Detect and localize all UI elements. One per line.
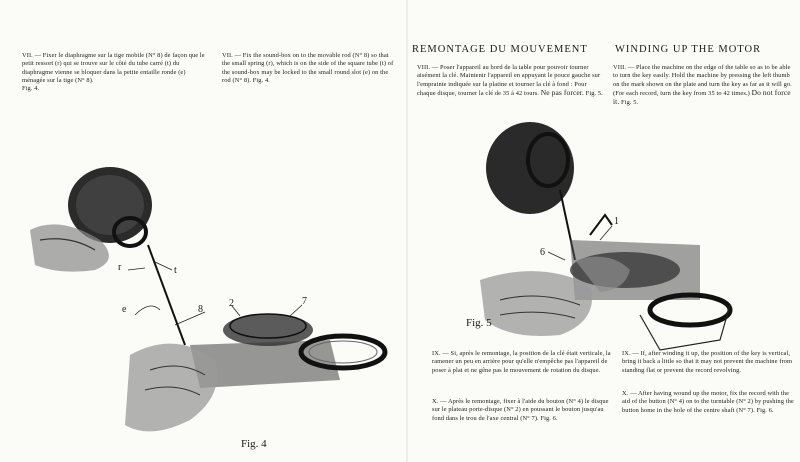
viii-en-text: Place the machine on the edge of the table so as to be able to turn the key easily. Hold the machine by pressing the left thumb on the mark shown on the plate and turn the key as far as it will go. (For each record, turn the key from 35 to 42 times.)	[613, 64, 792, 97]
x-en-num: X. —	[622, 390, 637, 397]
fig4-label-7: 7	[302, 296, 307, 307]
section-vii-fr	[22, 52, 207, 93]
section-x-fr	[432, 398, 612, 423]
viii-en-fig: Fig. 5.	[621, 99, 639, 107]
ix-en-num: IX. —	[622, 350, 639, 357]
viii-fr-emph: Ne pas forcer.	[540, 87, 584, 97]
viii-en-emph: Do not force it.	[613, 87, 791, 107]
section-ix-en	[622, 350, 794, 375]
vii-fr-text: Fixer le diaphragme sur la tige mobile (N° 8) de façon que le petit ressort (r) qui se trouve sur le côté du tube carré (t) du diaphragme vienne se bloquer dans la petite entaille ronde (e) ménagée sur la tige (N° 8).	[22, 52, 205, 84]
x-fr-fig: Fig. 6.	[540, 414, 558, 422]
section-ix-fr	[432, 350, 612, 375]
fig4-label-8: 8	[198, 304, 203, 315]
viii-en-num: VIII. —	[613, 64, 635, 71]
heading-winding: WINDING UP THE MOTOR	[615, 44, 762, 55]
section-viii-en	[613, 64, 793, 107]
vii-en-text: Fix the sound-box on to the movable rod (N° 8) so that the small spring (r), which is on the side of the square tube (t) of the sound-box may be locked to the small round slot (e) on the rod (N° 8).	[222, 52, 394, 84]
vii-en-fig: Fig. 4.	[252, 76, 270, 84]
section-viii-fr	[417, 64, 605, 98]
vii-fr-fig: Fig. 4.	[22, 85, 40, 93]
fig5-caption: Fig. 5	[466, 317, 492, 329]
fig5-label-1: 1	[614, 216, 619, 227]
x-fr-text: Après le remontage, fixer à l'aide du bouton (N° 4) le disque sur le plateau porte-disque (N° 2) en poussant le bouton jusqu'au fond dans le trou de l'axe central (N° 7).	[432, 398, 609, 422]
vii-en-num: VII. —	[222, 52, 242, 59]
fig4-label-2: 2	[229, 298, 234, 309]
viii-fr-num: VIII. —	[417, 64, 439, 71]
vii-fr-num: VII. —	[22, 52, 42, 59]
section-x-en	[622, 390, 794, 415]
fig5-label-6: 6	[540, 247, 545, 258]
x-fr-num: X. —	[432, 398, 447, 405]
fig4-caption: Fig. 4	[241, 438, 267, 450]
section-vii-en	[222, 52, 397, 85]
fig4-rod	[148, 245, 185, 345]
viii-fr-fig: Fig. 5.	[585, 89, 603, 97]
fig4-label-r: r	[118, 262, 122, 273]
fig5-illustration	[480, 122, 730, 350]
viii-fr-text: Poser l'appareil au bord de la table pour pouvoir tourner aisément la clé. Maintenir l'appareil en appuyant le pouce gauche sur l'emprainte indiquée sur la platine et tourner la clé à fond : Pour chaque disque, tourner la clé de 35 à 42 tours.	[417, 64, 601, 97]
fig4-label-e: e	[122, 304, 127, 315]
fig4-illustration	[30, 167, 385, 431]
heading-remontage: REMONTAGE DU MOUVEMENT	[412, 44, 588, 55]
fig5-winding-key	[590, 215, 612, 235]
x-en-text: After having wound up the motor, fix the record with the aid of the button (N° 4) on to the turntable (N° 2) by pushing the button home in the hole of the centre shaft (N° 7).	[622, 390, 794, 414]
ix-en-text: If, after winding it up, the position of the key is vertical, bring it back a little so that it may not prevent the machine from standing flat or prevent the record revolving.	[622, 350, 793, 374]
fig4-label-t: t	[174, 265, 177, 276]
x-en-fig: Fig. 6.	[756, 406, 774, 414]
ix-fr-num: IX. —	[432, 350, 449, 357]
ix-fr-text: Si, après le remontage, la position de la clé était verticale, la ramener un peu en arrière pour qu'elle n'empêche pas l'appareil de poser à plat et ne gêne pas le mouvement de rotation du disque.	[432, 350, 611, 374]
